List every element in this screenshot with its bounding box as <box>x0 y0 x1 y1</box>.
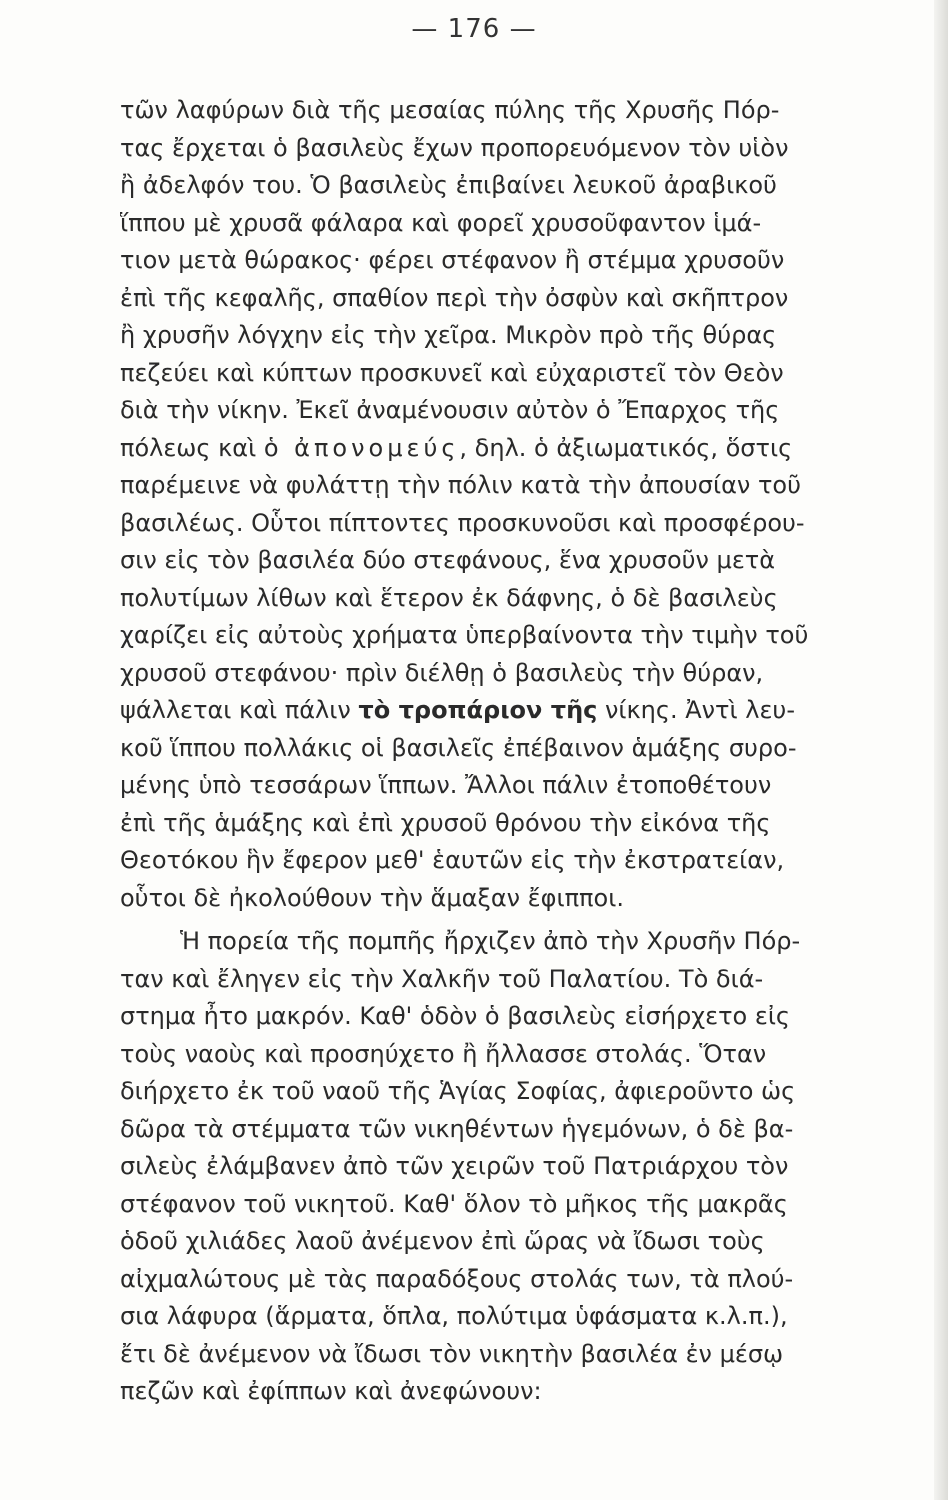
text-run: ψάλλεται καὶ πάλιν <box>120 696 359 724</box>
text-line: διήρχετο ἐκ τοῦ ναοῦ τῆς Ἁγίας Σοφίας, ἀφιεροῦντο ὡς <box>120 1077 796 1105</box>
text-line: ἢ χρυσῆν λόγχην εἰς τὴν χεῖρα. Μικρὸν πρὸ τῆς θύρας <box>120 321 777 349</box>
spaced-term: ὁ ἀπονομεύς <box>263 433 460 462</box>
text-line: οὗτοι δὲ ἠκολούθουν τὴν ἅμαξαν ἔφιπποι. <box>120 883 624 912</box>
text-line: σιλεὺς ἐλάμβανεν ἀπὸ τῶν χειρῶν τοῦ Πατριάρχου τὸν <box>120 1152 789 1180</box>
page-number: — 176 — <box>411 14 537 44</box>
text-line: χαρίζει εἰς αὐτοὺς χρήματα ὑπερβαίνοντα τὴν τιμὴν τοῦ <box>120 621 809 649</box>
text-line: στέφανον τοῦ νικητοῦ. Καθ' ὅλον τὸ μῆκος τῆς μακρᾶς <box>120 1189 788 1218</box>
text-run: πόλεως καὶ <box>120 433 264 462</box>
text-line: ἵππου μὲ χρυσᾶ φάλαρα καὶ φορεῖ χρυσοῦφαντον ἱμά- <box>120 208 762 237</box>
text-line: παρέμεινε νὰ φυλάττῃ τὴν πόλιν κατὰ τὴν ἀπουσίαν τοῦ <box>120 471 801 499</box>
text-line: ἐπὶ τῆς ἁμάξης καὶ ἐπὶ χρυσοῦ θρόνου τὴν εἰκόνα τῆς <box>120 808 771 837</box>
text-line: δῶρα τὰ στέμματα τῶν νικηθέντων ἡγεμόνων, ὁ δὲ βα- <box>120 1114 794 1143</box>
text-line: πεζῶν καὶ ἐφίππων καὶ ἀνεφώνουν: <box>120 1377 542 1405</box>
text-run: , δηλ. ὁ ἀξιωματικός, ὅστις <box>459 433 793 462</box>
text-line: τας ἔρχεται ὁ βασιλεὺς ἔχων προπορευόμενον τὸν υἱὸν <box>120 133 789 162</box>
text-line: πεζεύει καὶ κύπτων προσκυνεῖ καὶ εὐχαριστεῖ τὸν Θεὸν <box>120 358 784 387</box>
text-line: ἔτι δὲ ἀνέμενον νὰ ἴδωσι τὸν νικητὴν βασιλέα ἐν μέσῳ <box>120 1339 784 1368</box>
text-line: διὰ τὴν νίκην. Ἐκεῖ ἀναμένουσιν αὐτὸν ὁ Ἔπαρχος τῆς <box>120 396 780 424</box>
text-line <box>120 692 906 730</box>
text-line: βασιλέως. Οὗτοι πίπτοντες προσκυνοῦσι καὶ προσφέρου- <box>120 508 805 537</box>
bold-term: τὸ τροπάριον τῆς <box>358 696 598 724</box>
text-line: στημα ἦτο μακρόν. Καθ' ὁδὸν ὁ βασιλεὺς εἰσήρχετο εἰς <box>120 1002 791 1030</box>
text-line: ἐπὶ τῆς κεφαλῆς, σπαθίον περὶ τὴν ὀσφὺν καὶ σκῆπτρον <box>120 283 789 312</box>
text-line <box>120 430 906 468</box>
text-run: νίκης. Ἀντὶ λευ- <box>597 696 795 724</box>
text-line: σιν εἰς τὸν βασιλέα δύο στεφάνους, ἕνα χρυσοῦν μετὰ <box>120 546 776 574</box>
text-line: ἢ ἀδελφόν του. Ὁ βασιλεὺς ἐπιβαίνει λευκοῦ ἀραβικοῦ <box>120 171 777 199</box>
text-line: ταν καὶ ἔληγεν εἰς τὴν Χαλκῆν τοῦ Παλατίου. Τὸ διά- <box>120 964 764 993</box>
text-line: Θεοτόκου ἣν ἔφερον μεθ' ἑαυτῶν εἰς τὴν ἐκστρατείαν, <box>120 846 785 874</box>
text-line: πολυτίμων λίθων καὶ ἕτερον ἐκ δάφνης, ὁ δὲ βασιλεὺς <box>120 583 778 612</box>
text-line: ὁδοῦ χιλιάδες λαοῦ ἀνέμενον ἐπὶ ὥρας νὰ ἴδωσι τοὺς <box>120 1227 765 1255</box>
text-line: χρυσοῦ στεφάνου· πρὶν διέλθῃ ὁ βασιλεὺς τὴν θύραν, <box>120 658 764 687</box>
text-line: τιον μετὰ θώρακος· φέρει στέφανον ἢ στέμμα χρυσοῦν <box>120 246 785 274</box>
page-edge <box>934 0 948 1500</box>
text-block <box>120 92 906 1411</box>
text-line: τοὺς ναοὺς καὶ προσηύχετο ἢ ἤλλασσε στολάς. Ὅταν <box>120 1039 767 1068</box>
text-line: μένης ὑπὸ τεσσάρων ἵππων. Ἄλλοι πάλιν ἐτοποθέτουν <box>120 771 772 799</box>
text-line: τῶν λαφύρων διὰ τῆς μεσαίας πύλης τῆς Χρυσῆς Πόρ- <box>120 96 780 124</box>
text-line: αἰχμαλώτους μὲ τὰς παραδόξους στολάς των, τὰ πλού- <box>120 1264 794 1293</box>
text-line: κοῦ ἵππου πολλάκις οἱ βασιλεῖς ἐπέβαινον ἁμάξης συρο- <box>120 733 797 762</box>
text-line: σια λάφυρα (ἅρματα, ὅπλα, πολύτιμα ὑφάσματα κ.λ.π.), <box>120 1302 788 1330</box>
text-line: Ἡ πορεία τῆς πομπῆς ἤρχιζεν ἀπὸ τὴν Χρυσῆν Πόρ- <box>180 927 801 955</box>
